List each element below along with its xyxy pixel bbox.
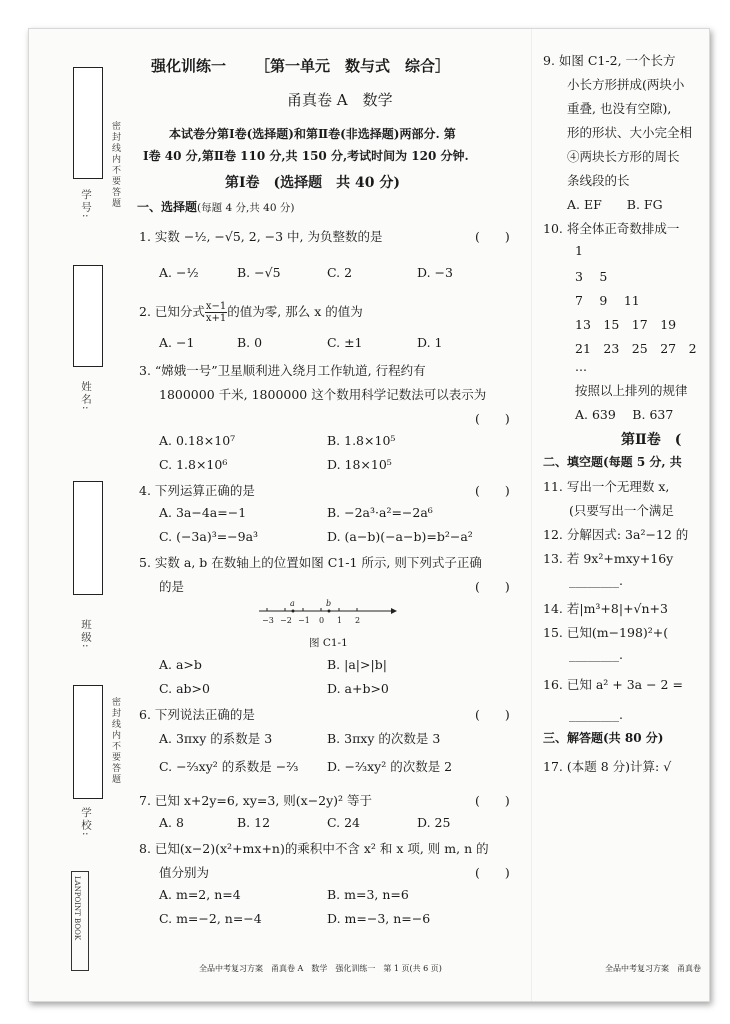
exam-sheet [28,28,710,1002]
q16-stem: 16. 已知 a² + 3a − 2 = [543,677,683,692]
point-a [292,610,295,613]
q3-option-b[interactable]: B. 1.8×10⁵ [327,433,396,448]
q3-option-d[interactable]: D. 18×10⁵ [327,457,392,472]
q5-stem-line-1: 5. 实数 a, b 在数轴上的位置如图 C1-1 所示, 则下列式子正确 [139,555,482,570]
section1-heading [137,198,294,215]
q5-stem-line-2: 的是 [159,579,185,594]
q5-option-d[interactable]: D. a+b>0 [327,681,389,696]
q10-row-3: 7 9 11 [575,293,640,308]
q1-option-b[interactable]: B. −√5 [237,265,281,280]
section1-title: 一、选择题 [137,200,198,214]
q1-option-d[interactable]: D. −3 [417,265,453,280]
q9-line-6: 条线段的长 [567,173,630,188]
q1-answer-blank[interactable]: ( ) [475,229,510,244]
q2-option-d[interactable]: D. 1 [417,335,443,350]
student-id-label: 学号: [80,189,92,220]
q9-line-4: 形的形状、大小完全相 [567,125,693,140]
section3-heading: 三、解答题(共 80 分) [543,731,664,745]
q9-options[interactable]: A. EF B. FG [567,197,663,212]
q6-option-a[interactable]: A. 3πxy 的系数是 3 [159,731,273,746]
q8-option-d[interactable]: D. m=−3, n=−6 [327,911,431,926]
q2-denominator: x+1 [205,313,227,324]
q4-option-a[interactable]: A. 3a−4a=−1 [159,505,247,520]
q5-option-c[interactable]: C. ab>0 [159,681,210,696]
q4-answer-blank[interactable]: ( ) [475,483,510,498]
q10-row-6: ... [575,359,587,374]
tick-label-neg1: −1 [298,616,310,625]
q16-answer-line[interactable]: ________. [569,707,623,722]
q10-tail: 按照以上排列的规律 [575,383,688,398]
q13-answer-line[interactable]: ________. [569,573,623,588]
name-box[interactable] [73,265,103,367]
q7-option-a[interactable]: A. 8 [159,815,184,830]
q2-stem-post: 的值为零, 那么 x 的值为 [227,304,363,319]
q4-option-c[interactable]: C. (−3a)³=−9a³ [159,529,259,544]
student-id-box[interactable] [73,67,103,179]
name-label: 姓名: [80,381,92,412]
practice-title: 强化训练一 [151,57,227,75]
section1-note: (每题 4 分,共 40 分) [197,202,295,214]
q8-stem-line-1: 8. 已知(x−2)(x²+mx+n)的乘积中不含 x² 和 x 项, 则 m, n 的 [139,841,489,856]
publisher-logo-text: LANPOINT BOOK [73,876,81,941]
class-box[interactable] [73,481,103,595]
q1-option-a[interactable]: A. −½ [159,265,199,280]
section2-heading: 二、填空题(每题 5 分, 共 [543,455,682,469]
q2-option-c[interactable]: C. ±1 [327,335,363,350]
tick-label-neg2: −2 [280,616,292,625]
q13-stem: 13. 若 9x²+mxy+16y [543,551,674,566]
q3-stem-line-2: 1800000 千米, 1800000 这个数用科学记数法可以表示为 [159,387,487,402]
q2-numerator: x−1 [205,301,227,312]
q4-option-d[interactable]: D. (a−b)(−a−b)=b²−a² [327,529,473,544]
q7-option-d[interactable]: D. 25 [417,815,451,830]
q8-option-a[interactable]: A. m=2, n=4 [159,887,241,902]
publisher-logo [71,871,89,971]
column-divider [531,29,532,1001]
number-line-arrow [391,608,397,614]
q1-stem: 1. 实数 −½, −√5, 2, −3 中, 为负整数的是 [139,229,383,244]
q10-options[interactable]: A. 639 B. 637 [575,407,674,422]
part2-heading: 第Ⅱ卷 ( [621,432,682,448]
q10-row-1: 1 [575,243,583,258]
q9-line-3: 重叠, 也没有空隙), [567,101,672,116]
q10-row-2: 3 5 [575,269,608,284]
q10-row-5: 21 23 25 27 2 [575,341,697,356]
q5-option-b[interactable]: B. |a|>|b| [327,657,387,672]
unit-title: ［第一单元 数与式 综合］ [255,57,451,75]
number-line-figure [257,597,397,627]
paper-subtitle: 甬真卷 A 数学 [287,91,393,109]
intro-line-2: Ⅰ卷 40 分,第Ⅱ卷 110 分,共 150 分,考试时间为 120 分钟. [143,149,469,163]
q9-line-1: 9. 如图 C1-2, 一个长方 [543,53,676,68]
q14-stem: 14. 若|m³+8|+√n+3 [543,601,668,616]
q11-line-1: 11. 写出一个无理数 x, [543,479,670,494]
q9-line-5: ④两块长方形的周长 [567,149,680,164]
q17-stem: 17. (本题 8 分)计算: √ [543,759,672,774]
q7-option-b[interactable]: B. 12 [237,815,271,830]
q6-option-c[interactable]: C. −⅔xy² 的系数是 −⅔ [159,759,299,774]
seal-line-text-top: 密封线内不要答题 [110,121,120,209]
q15-stem: 15. 已知(m−198)²+( [543,625,669,640]
point-b-label: b [326,599,332,608]
q2-stem-pre: 2. 已知分式 [139,304,205,319]
tick-label-0: 0 [319,616,325,625]
part1-heading: 第Ⅰ卷 (选择题 共 40 分) [225,175,401,191]
point-b [328,610,331,613]
q4-stem: 4. 下列运算正确的是 [139,483,255,498]
q1-option-c[interactable]: C. 2 [327,265,353,280]
seal-line-text-bottom: 密封线内不要答题 [110,697,120,785]
q3-option-a[interactable]: A. 0.18×10⁷ [159,433,236,448]
intro-line-1: 本试卷分第Ⅰ卷(选择题)和第Ⅱ卷(非选择题)两部分. 第 [169,127,456,141]
tick-label-2: 2 [355,616,361,625]
q2-option-a[interactable]: A. −1 [159,335,195,350]
q10-stem: 10. 将全体正奇数排成一 [543,221,680,236]
q15-answer-line[interactable]: ________. [569,647,623,662]
q9-line-2: 小长方形拼成(两块小 [567,77,685,92]
q7-answer-blank[interactable]: ( ) [475,793,510,808]
q7-stem: 7. 已知 x+2y=6, xy=3, 则(x−2y)² 等于 [139,793,373,808]
q5-answer-blank[interactable]: ( ) [475,579,510,594]
point-a-label: a [290,599,295,608]
figure-c1-1-caption: 图 C1-1 [309,637,348,649]
q2-option-b[interactable]: B. 0 [237,335,263,350]
q5-option-a[interactable]: A. a>b [159,657,202,672]
q2-fraction [205,301,227,324]
q11-line-2: (只要写出一个满足 [569,503,674,518]
q3-option-c[interactable]: C. 1.8×10⁶ [159,457,228,472]
tick-label-neg3: −3 [262,616,274,625]
tick-label-1: 1 [337,616,343,625]
page-footer-left: 全品中考复习方案 甬真卷 A 数学 强化训练一 第 1 页(共 6 页) [199,964,442,973]
q10-row-4: 13 15 17 19 [575,317,677,332]
q6-answer-blank[interactable]: ( ) [475,707,510,722]
q3-answer-blank[interactable]: ( ) [475,411,510,426]
q8-stem-line-2: 值分别为 [159,865,210,880]
page-footer-right: 全品中考复习方案 甬真卷 [605,964,701,973]
class-label: 班级: [80,619,92,650]
school-label: 学校: [80,807,92,838]
q8-option-b[interactable]: B. m=3, n=6 [327,887,409,902]
q8-option-c[interactable]: C. m=−2, n=−4 [159,911,262,926]
school-box[interactable] [73,685,103,799]
q6-option-b[interactable]: B. 3πxy 的次数是 3 [327,731,441,746]
q6-stem: 6. 下列说法正确的是 [139,707,255,722]
q7-option-c[interactable]: C. 24 [327,815,360,830]
q6-option-d[interactable]: D. −⅔xy² 的次数是 2 [327,759,453,774]
q12-stem: 12. 分解因式: 3a²−12 的 [543,527,689,542]
q2-stem [139,301,363,324]
q4-option-b[interactable]: B. −2a³·a²=−2a⁶ [327,505,433,520]
q3-stem-line-1: 3. “嫦娥一号”卫星顺利进入绕月工作轨道, 行程约有 [139,363,426,378]
q8-answer-blank[interactable]: ( ) [475,865,510,880]
